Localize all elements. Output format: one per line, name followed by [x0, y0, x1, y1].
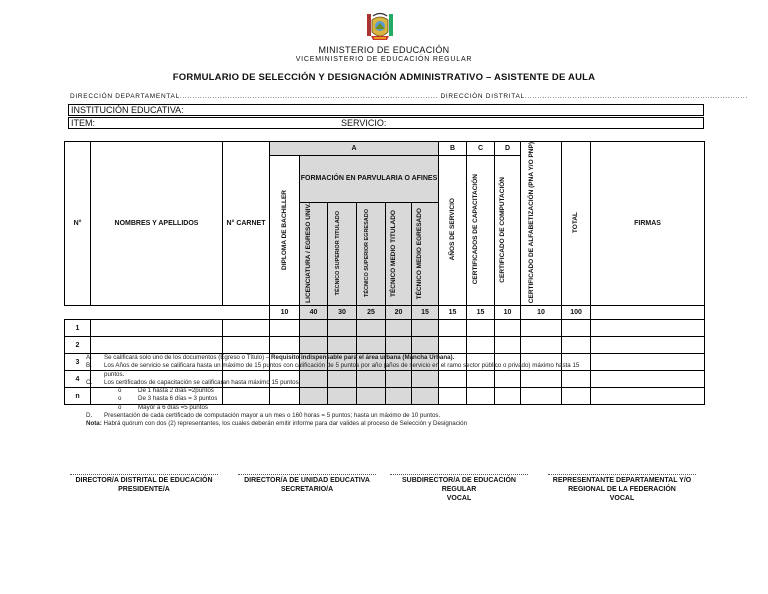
signature-block-subdirector: SUBDIRECTOR/A DE EDUCACIÓN REGULAR VOCAL: [402, 477, 516, 502]
score-tec-sup-egr: 25: [357, 306, 386, 320]
group-a-header: A: [270, 142, 439, 156]
form-title: FORMULARIO DE SELECCIÓN Y DESIGNACIÓN ADMINISTRATIVO – ASISTENTE DE AULA: [172, 72, 596, 83]
servicio-label: SERVICIO:: [341, 118, 387, 128]
col-firmas-header: FIRMAS: [591, 142, 705, 306]
row-number: 3: [65, 354, 91, 371]
score-tec-sup-tit: 30: [328, 306, 357, 320]
signature-line-1: [70, 474, 218, 475]
vice-ministry-title: VICEMINISTERIO DE EDUCACIÓN REGULAR: [295, 56, 473, 63]
signature-block-unidad: DIRECTOR/A DE UNIDAD EDUCATIVA SECRETARIO/A: [244, 477, 370, 493]
score-tec-med-tit: 20: [386, 306, 412, 320]
note-quorum: Nota: Habrá quórum con dos (2) representantes, los cuales deberán emitir informe para dar valides al proceso de Selección y Designación: [86, 420, 468, 428]
tec-med-egr-header: TÉCNICO MEDIO EGRESADO: [412, 203, 439, 306]
row-number: 1: [65, 320, 91, 337]
note-b: B. Los Años de servicio se calificara hasta un máximo de 15 puntos con calificación de 5 puntos por año (años de servicio en el ramo sector público o privado) máximo hasta 15: [86, 362, 580, 370]
tec-med-tit-header: TÉCNICO MEDIO TITULADO: [386, 203, 412, 306]
score-cert-cap: 15: [467, 306, 495, 320]
col-carnet-header: N° CARNET: [223, 142, 270, 306]
score-cert-comp: 10: [495, 306, 521, 320]
signature-line-2: [238, 474, 376, 475]
cert-comp-header: CERTIFICADO DE COMPUTACIÓN: [495, 156, 521, 306]
table-row[interactable]: [65, 337, 705, 354]
score-anios: 15: [439, 306, 467, 320]
dir-distrital[interactable]: DIRECCIÓN DISTRITAL.........................................................................................: [440, 93, 748, 100]
formacion-header: FORMACIÓN EN PARVULARIA O AFINES: [300, 156, 439, 203]
col-no-header: N°: [65, 142, 91, 306]
note-b-cont: puntos.: [104, 370, 125, 378]
item-label: ITEM:: [71, 118, 95, 128]
group-b-header: B: [439, 142, 467, 156]
row-number: n: [65, 388, 91, 405]
anios-header: AÑOS DE SERVICIO: [439, 156, 467, 306]
signature-line-4: [548, 474, 696, 475]
note-c-sub1: o De 1 hasta 2 días =2puntos: [118, 387, 214, 395]
score-lic: 40: [300, 306, 328, 320]
cert-cap-header: CERTIFICADOS DE CAPACITACIÓN: [467, 156, 495, 306]
notes-section: [86, 354, 726, 429]
note-c-sub2: o De 3 hasta 6 días = 3 puntos: [118, 395, 218, 403]
table-row[interactable]: [65, 320, 705, 337]
coat-of-arms-icon: [363, 12, 397, 44]
dir-departamental[interactable]: DIRECCIÓN DEPARTAMENTAL.......................................................................................................: [70, 93, 438, 100]
ministry-title: MINISTERIO DE EDUCACIÓN: [318, 45, 450, 55]
signature-block-distrital: DIRECTOR/A DISTRITAL DE EDUCACIÓN PRESIDENTE/A: [75, 477, 213, 493]
unidad-label: INSTITUCIÓN EDUCATIVA:: [71, 105, 184, 115]
tec-sup-egr-header: TÉCNICO SUPERIOR EGRESADO: [357, 203, 386, 306]
cert-alf-header: CERTIFICADO DE ALFABETIZACIÓN (PNA Y/O PNP): [521, 142, 562, 306]
note-c: C. Los certificados de capacitación se calificaran hasta máximo 15 puntos: [86, 378, 299, 386]
col-names-header: NOMBRES Y APELLIDOS: [91, 142, 223, 306]
item-servicio-field[interactable]: [68, 117, 704, 129]
lic-header: LICENCIATURA / EGRESO UNIV.: [300, 203, 328, 306]
diploma-header: DIPLOMA DE BACHILLER: [270, 156, 300, 306]
signature-block-representante: REPRESENTANTE DEPARTAMENTAL Y/O REGIONAL DE LA FEDERACIÓN VOCAL: [552, 477, 692, 502]
note-d: D. Presentación de cada certificado de computación mayor a un mes o 160 horas = 5 puntos; hasta un máximo de 10 puntos.: [86, 412, 441, 420]
note-a: A. Se calificará solo uno de los documentos (Egreso o Título) – Requisito indispensable para el área urbana (Mancha Urbana).: [86, 354, 455, 361]
group-c-header: C: [467, 142, 495, 156]
score-diploma: 10: [270, 306, 300, 320]
group-d-header: D: [495, 142, 521, 156]
score-total: 100: [562, 306, 591, 320]
direction-row: [70, 93, 748, 100]
row-number: 2: [65, 337, 91, 354]
score-tec-med-egr: 15: [412, 306, 439, 320]
score-cert-alf: 10: [521, 306, 562, 320]
tec-sup-tit-header: TÉCNICO SUPERIOR TITULADO: [328, 203, 357, 306]
row-number: 4: [65, 371, 91, 388]
total-header: TOTAL: [562, 142, 591, 306]
note-c-sub3: o Mayor a 6 días =5 puntos: [118, 403, 208, 411]
unidad-field[interactable]: [68, 104, 704, 116]
signature-line-3: [390, 474, 528, 475]
